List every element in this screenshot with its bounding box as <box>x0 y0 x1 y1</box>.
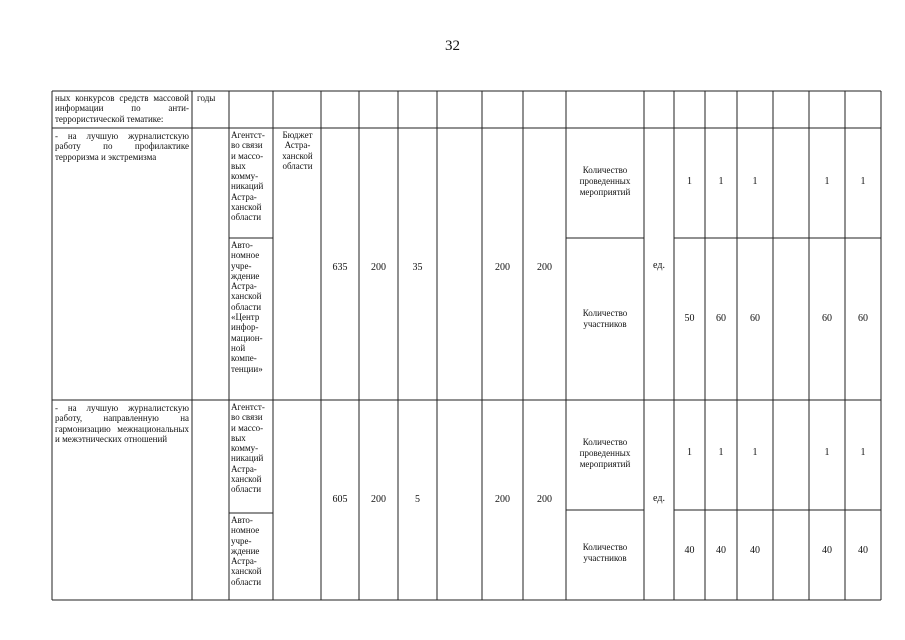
block2-indicator-2-v1: 40 <box>684 545 695 556</box>
header-description: ных конкурсов средств массовой информации по антитеррористической тематике: <box>55 93 189 124</box>
page-number: 32 <box>445 38 460 54</box>
block2-amount-y2: 5 <box>415 494 420 505</box>
block1-indicator-2-v2: 60 <box>716 313 726 324</box>
block1-amount-y1: 200 <box>371 262 386 273</box>
block2-indicator-1-v2: 1 <box>718 447 724 458</box>
block2-indicator-1-v3: 1 <box>752 447 758 458</box>
block2-indicator-1-v6: 1 <box>860 447 866 458</box>
block1-executor-1: Агентст- во связи и массо- вых комму- никаций Астра- ханской области <box>231 130 265 223</box>
block1-indicator-1-v6: 1 <box>860 176 866 187</box>
block2-amount-y4: 200 <box>495 494 510 505</box>
block1-indicator-1-v2: 1 <box>718 176 724 187</box>
block1-indicator-1-v5: 1 <box>824 176 830 187</box>
block2-indicator-1-name: Количество проведенных мероприятий <box>579 437 631 469</box>
block1-indicator-2-v6: 60 <box>858 313 868 324</box>
block2-indicator-1-v1: 1 <box>687 447 692 458</box>
block2-amount-total: 605 <box>332 494 348 505</box>
block1-amount-total: 635 <box>332 262 348 273</box>
block1-indicator-2-v1: 50 <box>684 313 695 324</box>
block1-indicator-2-v3: 60 <box>750 313 760 324</box>
block1-unit: ед. <box>653 260 665 271</box>
block1-indicator-1-v3: 1 <box>752 176 758 187</box>
block1-indicator-2-v5: 60 <box>822 313 832 324</box>
block2-activity-name: - на лучшую журналистскую работу, направленную на гармонизацию межнациональных и межэтнических отношений <box>55 403 189 444</box>
block2-indicator-2-v3: 40 <box>750 545 760 556</box>
block2-indicator-2-v5: 40 <box>822 545 832 556</box>
block1-activity-name: - на лучшую журналистскую работу по профилактике терроризма и экстремизма <box>55 131 189 162</box>
block1-indicator-2-name: Количество участников <box>582 308 628 329</box>
block1-indicator-1-name: Количество проведенных мероприятий <box>579 165 631 197</box>
block1-indicator-1-v1: 1 <box>687 176 692 187</box>
block2-amount-y5: 200 <box>537 494 552 505</box>
block2-indicator-1-v5: 1 <box>824 447 830 458</box>
block2-executor-2: Авто- номное учре- ждение Астра- ханской области <box>231 515 262 587</box>
header-period: годы <box>197 93 216 103</box>
block1-amount-y5: 200 <box>537 262 552 273</box>
block2-amount-y1: 200 <box>371 494 386 505</box>
block1-funding-source: Бюджет Астра- ханской области <box>282 130 313 171</box>
block1-executor-2: Авто- номное учре- ждение Астра- ханской области «Центр инфор- мацион- ной компе- тенции» <box>231 240 263 374</box>
block2-indicator-2-name: Количество участников <box>582 542 628 563</box>
block2-indicator-2-v2: 40 <box>716 545 726 556</box>
block1-amount-y2: 35 <box>412 262 423 273</box>
block2-executor-1: Агентст- во связи и массо- вых комму- никаций Астра- ханской области <box>231 402 265 495</box>
block1-amount-y4: 200 <box>495 262 510 273</box>
block2-indicator-2-v6: 40 <box>858 545 868 556</box>
block2-unit: ед. <box>653 493 665 504</box>
